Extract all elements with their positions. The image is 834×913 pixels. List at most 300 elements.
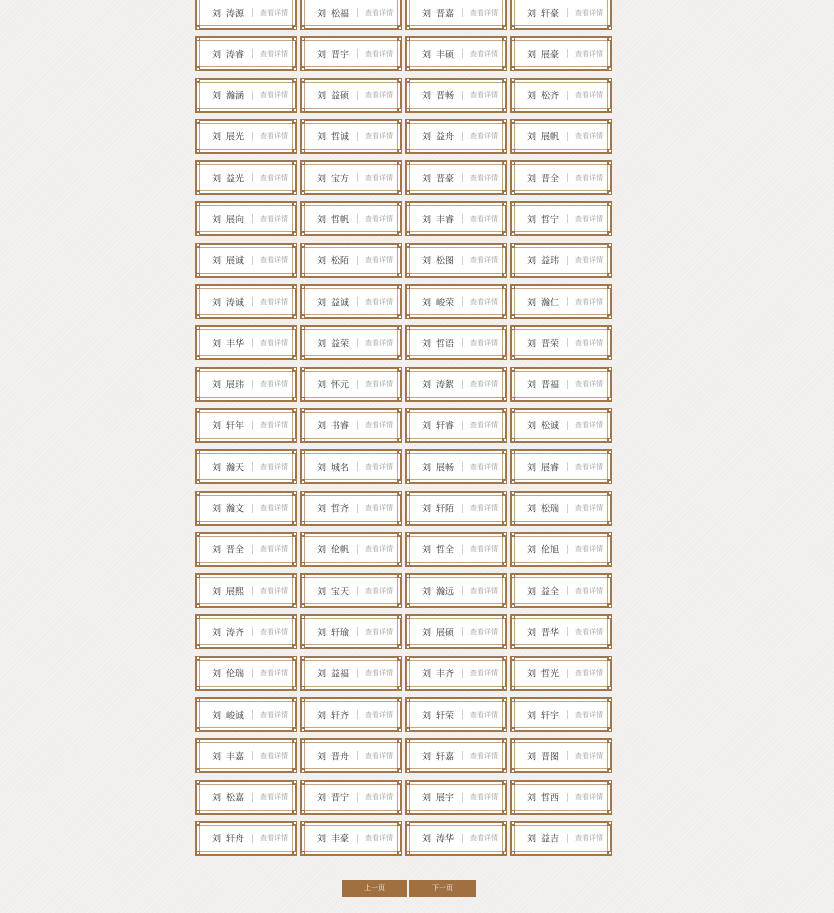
- card-surname: 刘: [212, 339, 222, 350]
- name-card[interactable]: [510, 243, 612, 278]
- name-card[interactable]: [300, 78, 402, 113]
- name-card[interactable]: [405, 821, 507, 856]
- card-given-name: 哲西: [541, 793, 560, 804]
- name-card[interactable]: [300, 284, 402, 319]
- view-details-link[interactable]: 查看详情: [365, 214, 393, 223]
- card-corner-ornament: [405, 160, 410, 165]
- view-details-link[interactable]: 查看详情: [470, 710, 498, 719]
- view-details-link[interactable]: 查看详情: [365, 545, 393, 554]
- name-card[interactable]: [195, 201, 297, 236]
- next-page-button[interactable]: 下一页: [409, 880, 476, 897]
- card-corner-ornament: [607, 190, 612, 195]
- view-details-link[interactable]: 查看详情: [575, 669, 603, 678]
- view-details-link[interactable]: 查看详情: [470, 462, 498, 471]
- name-card[interactable]: [405, 697, 507, 732]
- view-details-link[interactable]: 查看详情: [260, 173, 288, 182]
- card-corner-ornament: [397, 325, 402, 330]
- card-corner-ornament: [502, 149, 507, 154]
- card-corner-ornament: [510, 449, 515, 454]
- name-card[interactable]: [300, 201, 402, 236]
- view-details-link[interactable]: 查看详情: [365, 834, 393, 843]
- pagination: [342, 880, 476, 897]
- view-details-link[interactable]: 查看详情: [260, 751, 288, 760]
- name-card[interactable]: [195, 532, 297, 567]
- view-details-link[interactable]: 查看详情: [575, 586, 603, 595]
- view-details-link[interactable]: 查看详情: [365, 669, 393, 678]
- card-corner-ornament: [397, 78, 402, 83]
- card-surname: 刘: [422, 545, 432, 556]
- name-card[interactable]: [510, 614, 612, 649]
- view-details-link[interactable]: 查看详情: [260, 793, 288, 802]
- name-card[interactable]: [510, 491, 612, 526]
- card-corner-ornament: [397, 573, 402, 578]
- card-corner-ornament: [195, 284, 200, 289]
- name-card[interactable]: [300, 408, 402, 443]
- name-card[interactable]: [300, 614, 402, 649]
- view-details-link[interactable]: 查看详情: [470, 627, 498, 636]
- view-details-link[interactable]: 查看详情: [575, 751, 603, 760]
- card-given-name: 展诚: [226, 256, 245, 267]
- card-corner-ornament: [502, 160, 507, 165]
- view-details-link[interactable]: 查看详情: [470, 132, 498, 141]
- view-details-link[interactable]: 查看详情: [365, 173, 393, 182]
- card-corner-ornament: [195, 491, 200, 496]
- name-card[interactable]: [300, 573, 402, 608]
- view-details-link[interactable]: 查看详情: [260, 256, 288, 265]
- name-card[interactable]: [195, 780, 297, 815]
- card-corner-ornament: [405, 491, 410, 496]
- view-details-link[interactable]: 查看详情: [575, 297, 603, 306]
- name-card[interactable]: [195, 821, 297, 856]
- card-surname: 刘: [317, 132, 327, 143]
- card-corner-ornament: [405, 780, 410, 785]
- view-details-link[interactable]: 查看详情: [470, 214, 498, 223]
- view-details-link[interactable]: 查看详情: [575, 132, 603, 141]
- name-card[interactable]: [510, 780, 612, 815]
- view-details-link[interactable]: 查看详情: [575, 627, 603, 636]
- card-given-name: 松诚: [541, 421, 560, 432]
- view-details-link[interactable]: 查看详情: [260, 834, 288, 843]
- card-corner-ornament: [292, 160, 297, 165]
- name-card[interactable]: [195, 491, 297, 526]
- card-corner-ornament: [510, 243, 515, 248]
- view-details-link[interactable]: 查看详情: [470, 545, 498, 554]
- view-details-link[interactable]: 查看详情: [365, 8, 393, 17]
- view-details-link[interactable]: 查看详情: [260, 421, 288, 430]
- view-details-link[interactable]: 查看详情: [470, 49, 498, 58]
- view-details-link[interactable]: 查看详情: [260, 338, 288, 347]
- card-corner-ornament: [607, 780, 612, 785]
- card-given-name: 展帆: [541, 132, 560, 143]
- name-card[interactable]: [195, 449, 297, 484]
- name-card[interactable]: [510, 821, 612, 856]
- view-details-link[interactable]: 查看详情: [365, 751, 393, 760]
- card-corner-ornament: [397, 201, 402, 206]
- view-details-link[interactable]: 查看详情: [470, 338, 498, 347]
- name-card[interactable]: [510, 408, 612, 443]
- view-details-link[interactable]: 查看详情: [470, 421, 498, 430]
- name-card[interactable]: [405, 491, 507, 526]
- card-corner-ornament: [195, 532, 200, 537]
- name-card[interactable]: [405, 738, 507, 773]
- card-corner-ornament: [510, 614, 515, 619]
- card-given-name: 展睿: [541, 463, 560, 474]
- card-given-name: 展豪: [541, 50, 560, 61]
- card-given-name: 哲宁: [541, 215, 560, 226]
- view-details-link[interactable]: 查看详情: [365, 504, 393, 513]
- card-given-name: 晋图: [541, 752, 560, 763]
- view-details-link[interactable]: 查看详情: [575, 173, 603, 182]
- card-corner-ornament: [502, 656, 507, 661]
- name-card[interactable]: [405, 160, 507, 195]
- name-card[interactable]: [300, 119, 402, 154]
- view-details-link[interactable]: 查看详情: [575, 49, 603, 58]
- view-details-link[interactable]: 查看详情: [575, 256, 603, 265]
- card-divider: [252, 256, 253, 265]
- name-card[interactable]: [405, 201, 507, 236]
- card-corner-ornament: [300, 562, 305, 567]
- name-card[interactable]: [195, 160, 297, 195]
- name-card[interactable]: [510, 532, 612, 567]
- card-corner-ornament: [405, 66, 410, 71]
- card-divider: [252, 8, 253, 17]
- view-details-link[interactable]: 查看详情: [470, 8, 498, 17]
- card-corner-ornament: [397, 491, 402, 496]
- card-corner-ornament: [510, 325, 515, 330]
- card-surname: 刘: [317, 628, 327, 639]
- view-details-link[interactable]: 查看详情: [365, 380, 393, 389]
- card-corner-ornament: [300, 273, 305, 278]
- card-corner-ornament: [502, 562, 507, 567]
- name-card[interactable]: [510, 160, 612, 195]
- card-corner-ornament: [397, 727, 402, 732]
- card-corner-ornament: [607, 491, 612, 496]
- card-surname: 刘: [317, 174, 327, 185]
- card-divider: [252, 504, 253, 513]
- name-card[interactable]: [195, 738, 297, 773]
- name-card[interactable]: [300, 738, 402, 773]
- name-card[interactable]: [195, 325, 297, 360]
- view-details-link[interactable]: 查看详情: [260, 214, 288, 223]
- view-details-link[interactable]: 查看详情: [575, 504, 603, 513]
- view-details-link[interactable]: 查看详情: [260, 545, 288, 554]
- card-divider: [462, 834, 463, 843]
- card-surname: 刘: [422, 174, 432, 185]
- name-card[interactable]: [510, 325, 612, 360]
- card-surname: 刘: [527, 628, 537, 639]
- view-details-link[interactable]: 查看详情: [365, 462, 393, 471]
- name-card[interactable]: [405, 325, 507, 360]
- card-corner-ornament: [607, 603, 612, 608]
- view-details-link[interactable]: 查看详情: [470, 586, 498, 595]
- card-corner-ornament: [510, 697, 515, 702]
- view-details-link[interactable]: 查看详情: [470, 834, 498, 843]
- view-details-link[interactable]: 查看详情: [260, 627, 288, 636]
- view-details-link[interactable]: 查看详情: [470, 256, 498, 265]
- name-card[interactable]: [300, 697, 402, 732]
- view-details-link[interactable]: 查看详情: [260, 669, 288, 678]
- card-given-name: 丰硕: [436, 50, 455, 61]
- view-details-link[interactable]: 查看详情: [365, 49, 393, 58]
- view-details-link[interactable]: 查看详情: [365, 421, 393, 430]
- name-card[interactable]: [300, 36, 402, 71]
- card-corner-ornament: [607, 727, 612, 732]
- card-divider: [567, 710, 568, 719]
- card-corner-ornament: [300, 821, 305, 826]
- name-card[interactable]: [510, 284, 612, 319]
- view-details-link[interactable]: 查看详情: [365, 710, 393, 719]
- view-details-link[interactable]: 查看详情: [575, 834, 603, 843]
- view-details-link[interactable]: 查看详情: [575, 793, 603, 802]
- card-surname: 刘: [422, 421, 432, 432]
- card-divider: [357, 256, 358, 265]
- name-card[interactable]: [300, 0, 402, 30]
- name-card[interactable]: [510, 119, 612, 154]
- card-corner-ornament: [502, 190, 507, 195]
- card-corner-ornament: [300, 408, 305, 413]
- name-card[interactable]: [405, 243, 507, 278]
- view-details-link[interactable]: 查看详情: [260, 8, 288, 17]
- name-card[interactable]: [300, 780, 402, 815]
- view-details-link[interactable]: 查看详情: [260, 132, 288, 141]
- card-corner-ornament: [502, 78, 507, 83]
- name-card[interactable]: [300, 160, 402, 195]
- card-corner-ornament: [405, 36, 410, 41]
- card-corner-ornament: [292, 821, 297, 826]
- card-corner-ornament: [195, 408, 200, 413]
- name-card[interactable]: [195, 614, 297, 649]
- view-details-link[interactable]: 查看详情: [470, 297, 498, 306]
- card-divider: [252, 545, 253, 554]
- name-card[interactable]: [405, 780, 507, 815]
- card-given-name: 丰嘉: [226, 752, 245, 763]
- card-divider: [567, 462, 568, 471]
- card-given-name: 丰齐: [436, 669, 455, 680]
- view-details-link[interactable]: 查看详情: [365, 256, 393, 265]
- name-card[interactable]: [510, 201, 612, 236]
- name-card[interactable]: [300, 243, 402, 278]
- card-corner-ornament: [607, 284, 612, 289]
- name-card[interactable]: [195, 36, 297, 71]
- card-divider: [252, 91, 253, 100]
- card-corner-ornament: [405, 325, 410, 330]
- card-surname: 刘: [422, 463, 432, 474]
- name-card[interactable]: [405, 449, 507, 484]
- card-corner-ornament: [502, 810, 507, 815]
- view-details-link[interactable]: 查看详情: [470, 504, 498, 513]
- card-corner-ornament: [607, 149, 612, 154]
- name-card[interactable]: [195, 367, 297, 402]
- name-card[interactable]: [405, 367, 507, 402]
- card-given-name: 松福: [331, 9, 350, 19]
- view-details-link[interactable]: 查看详情: [470, 793, 498, 802]
- card-corner-ornament: [292, 66, 297, 71]
- view-details-link[interactable]: 查看详情: [575, 91, 603, 100]
- view-details-link[interactable]: 查看详情: [575, 710, 603, 719]
- view-details-link[interactable]: 查看详情: [575, 421, 603, 430]
- name-card[interactable]: [405, 284, 507, 319]
- name-card[interactable]: [510, 36, 612, 71]
- name-card[interactable]: [510, 697, 612, 732]
- name-card[interactable]: [300, 491, 402, 526]
- name-card[interactable]: [300, 367, 402, 402]
- view-details-link[interactable]: 查看详情: [365, 793, 393, 802]
- card-corner-ornament: [502, 479, 507, 484]
- name-card[interactable]: [195, 284, 297, 319]
- name-card[interactable]: [195, 243, 297, 278]
- name-card[interactable]: [195, 697, 297, 732]
- card-corner-ornament: [195, 697, 200, 702]
- card-surname: 刘: [422, 91, 432, 102]
- card-divider: [252, 627, 253, 636]
- card-corner-ornament: [405, 573, 410, 578]
- view-details-link[interactable]: 查看详情: [575, 214, 603, 223]
- card-given-name: 晋豪: [436, 174, 455, 185]
- card-divider: [357, 545, 358, 554]
- view-details-link[interactable]: 查看详情: [260, 710, 288, 719]
- view-details-link[interactable]: 查看详情: [575, 545, 603, 554]
- view-details-link[interactable]: 查看详情: [470, 751, 498, 760]
- card-surname: 刘: [422, 298, 432, 309]
- card-corner-ornament: [195, 727, 200, 732]
- view-details-link[interactable]: 查看详情: [365, 627, 393, 636]
- name-card[interactable]: [510, 78, 612, 113]
- view-details-link[interactable]: 查看详情: [260, 462, 288, 471]
- card-corner-ornament: [405, 449, 410, 454]
- name-card[interactable]: [300, 821, 402, 856]
- name-card[interactable]: [405, 532, 507, 567]
- card-corner-ornament: [607, 573, 612, 578]
- view-details-link[interactable]: 查看详情: [365, 586, 393, 595]
- view-details-link[interactable]: 查看详情: [365, 338, 393, 347]
- name-card[interactable]: [405, 656, 507, 691]
- card-corner-ornament: [397, 66, 402, 71]
- card-corner-ornament: [397, 614, 402, 619]
- card-corner-ornament: [502, 644, 507, 649]
- card-divider: [462, 545, 463, 554]
- card-corner-ornament: [405, 397, 410, 402]
- name-card[interactable]: [510, 656, 612, 691]
- card-corner-ornament: [195, 160, 200, 165]
- name-card[interactable]: [405, 573, 507, 608]
- view-details-link[interactable]: 查看详情: [470, 669, 498, 678]
- name-card[interactable]: [405, 119, 507, 154]
- name-card[interactable]: [195, 119, 297, 154]
- card-surname: 刘: [212, 9, 222, 19]
- card-surname: 刘: [527, 380, 537, 391]
- card-corner-ornament: [502, 119, 507, 124]
- name-card[interactable]: [510, 738, 612, 773]
- view-details-link[interactable]: 查看详情: [365, 91, 393, 100]
- name-card[interactable]: [300, 325, 402, 360]
- card-corner-ornament: [397, 479, 402, 484]
- card-corner-ornament: [195, 603, 200, 608]
- card-corner-ornament: [502, 603, 507, 608]
- name-card[interactable]: [195, 78, 297, 113]
- name-card[interactable]: [195, 0, 297, 30]
- card-given-name: 晋舟: [331, 752, 350, 763]
- card-corner-ornament: [502, 573, 507, 578]
- card-divider: [567, 132, 568, 141]
- name-card[interactable]: [510, 449, 612, 484]
- card-given-name: 益诚: [331, 298, 350, 309]
- card-corner-ornament: [502, 25, 507, 30]
- name-card[interactable]: [405, 0, 507, 30]
- card-corner-ornament: [397, 355, 402, 360]
- card-surname: 刘: [317, 545, 327, 556]
- card-corner-ornament: [607, 25, 612, 30]
- card-surname: 刘: [422, 215, 432, 226]
- card-corner-ornament: [195, 314, 200, 319]
- view-details-link[interactable]: 查看详情: [260, 49, 288, 58]
- card-given-name: 哲齐: [331, 504, 350, 515]
- card-surname: 刘: [212, 463, 222, 474]
- card-corner-ornament: [300, 160, 305, 165]
- view-details-link[interactable]: 查看详情: [470, 173, 498, 182]
- card-divider: [357, 338, 358, 347]
- name-card[interactable]: [195, 656, 297, 691]
- name-card[interactable]: [510, 573, 612, 608]
- card-corner-ornament: [607, 438, 612, 443]
- name-card[interactable]: [300, 449, 402, 484]
- card-corner-ornament: [405, 408, 410, 413]
- name-card[interactable]: [510, 0, 612, 30]
- name-card[interactable]: [195, 573, 297, 608]
- card-surname: 刘: [212, 91, 222, 102]
- view-details-link[interactable]: 查看详情: [260, 586, 288, 595]
- view-details-link[interactable]: 查看详情: [365, 297, 393, 306]
- view-details-link[interactable]: 查看详情: [470, 380, 498, 389]
- card-corner-ornament: [300, 491, 305, 496]
- card-surname: 刘: [212, 669, 222, 680]
- name-card[interactable]: [300, 656, 402, 691]
- name-card[interactable]: [300, 532, 402, 567]
- view-details-link[interactable]: 查看详情: [260, 91, 288, 100]
- card-corner-ornament: [510, 284, 515, 289]
- card-surname: 刘: [212, 380, 222, 391]
- card-corner-ornament: [502, 449, 507, 454]
- card-corner-ornament: [397, 821, 402, 826]
- prev-page-button[interactable]: 上一页: [342, 880, 407, 897]
- card-corner-ornament: [397, 108, 402, 113]
- name-card[interactable]: [405, 78, 507, 113]
- card-corner-ornament: [510, 119, 515, 124]
- view-details-link[interactable]: 查看详情: [575, 338, 603, 347]
- name-card[interactable]: [510, 367, 612, 402]
- name-card[interactable]: [405, 36, 507, 71]
- name-card[interactable]: [405, 614, 507, 649]
- card-corner-ornament: [405, 697, 410, 702]
- view-details-link[interactable]: 查看详情: [575, 380, 603, 389]
- name-card[interactable]: [195, 408, 297, 443]
- name-card[interactable]: [405, 408, 507, 443]
- view-details-link[interactable]: 查看详情: [575, 462, 603, 471]
- view-details-link[interactable]: 查看详情: [470, 91, 498, 100]
- card-corner-ornament: [405, 532, 410, 537]
- name-card-grid: [195, 0, 615, 856]
- view-details-link[interactable]: 查看详情: [575, 8, 603, 17]
- card-corner-ornament: [607, 314, 612, 319]
- view-details-link[interactable]: 查看详情: [365, 132, 393, 141]
- view-details-link[interactable]: 查看详情: [260, 380, 288, 389]
- card-corner-ornament: [510, 686, 515, 691]
- card-corner-ornament: [292, 656, 297, 661]
- view-details-link[interactable]: 查看详情: [260, 504, 288, 513]
- card-corner-ornament: [397, 119, 402, 124]
- view-details-link[interactable]: 查看详情: [260, 297, 288, 306]
- card-given-name: 轩荣: [436, 711, 455, 722]
- card-corner-ornament: [397, 408, 402, 413]
